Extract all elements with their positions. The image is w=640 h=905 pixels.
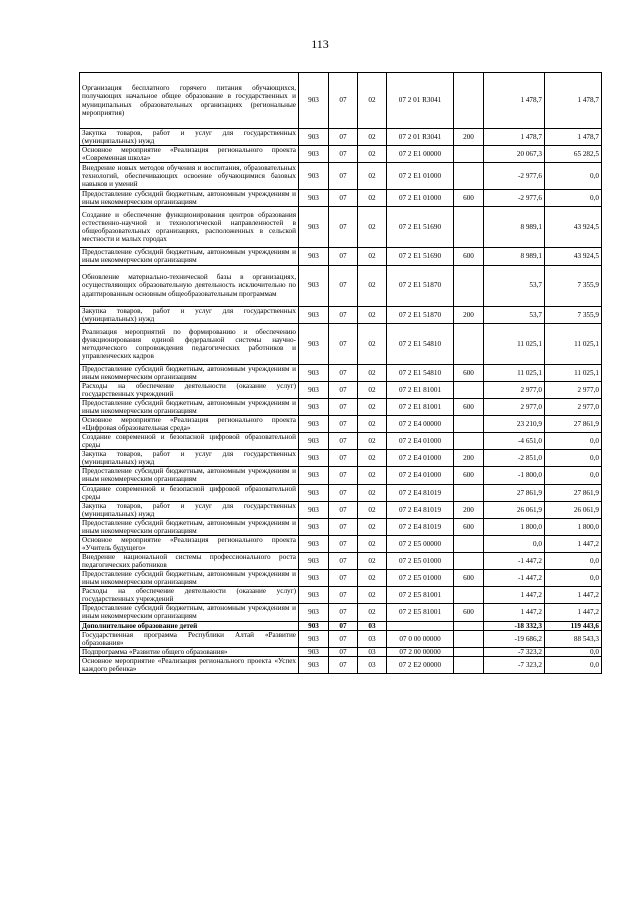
cell-name: Предоставление субсидий бюджетным, автономным учреждениям и иным некоммерческим организациям <box>80 248 299 265</box>
cell-name: Государственная программа Республики Алтай «Развитие образования» <box>80 630 299 647</box>
table-row <box>80 398 602 415</box>
cell-amount-total: 1 447,2 <box>545 535 602 552</box>
cell-section: 07 <box>329 656 358 673</box>
cell-section: 07 <box>329 647 358 656</box>
cell-admin-code: 903 <box>299 587 329 604</box>
cell-subsection: 02 <box>358 433 387 450</box>
cell-amount-change: 2 977,0 <box>484 398 545 415</box>
cell-amount-total: 11 025,1 <box>545 323 602 364</box>
table-row <box>80 570 602 587</box>
cell-name: Закупка товаров, работ и услуг для государственных (муниципальных) нужд <box>80 306 299 323</box>
cell-subsection: 02 <box>358 306 387 323</box>
page-number: 113 <box>311 37 329 51</box>
cell-subsection: 02 <box>358 604 387 621</box>
cell-admin-code: 903 <box>299 190 329 207</box>
cell-name: Создание современной и безопасной цифровой образовательной среды <box>80 433 299 450</box>
cell-subsection: 02 <box>358 398 387 415</box>
cell-amount-total: 26 061,9 <box>545 501 602 518</box>
table-row <box>80 129 602 146</box>
cell-section: 07 <box>329 73 358 129</box>
cell-section: 07 <box>329 163 358 190</box>
cell-expense-type: 600 <box>454 398 484 415</box>
cell-amount-total: 1 478,7 <box>545 129 602 146</box>
cell-section: 07 <box>329 518 358 535</box>
cell-subsection: 02 <box>358 587 387 604</box>
cell-section: 07 <box>329 630 358 647</box>
cell-target-article: 07 2 E4 01000 <box>387 450 454 467</box>
cell-admin-code: 903 <box>299 323 329 364</box>
cell-amount-total: 0,0 <box>545 450 602 467</box>
cell-section: 07 <box>329 621 358 630</box>
cell-expense-type <box>454 535 484 552</box>
table-row <box>80 553 602 570</box>
cell-amount-total: 43 924,5 <box>545 207 602 248</box>
cell-admin-code: 903 <box>299 518 329 535</box>
cell-amount-change: -4 651,0 <box>484 433 545 450</box>
cell-expense-type <box>454 484 484 501</box>
cell-section: 07 <box>329 604 358 621</box>
cell-section: 07 <box>329 248 358 265</box>
cell-amount-change: 1 478,7 <box>484 73 545 129</box>
cell-target-article: 07 2 01 R3041 <box>387 129 454 146</box>
cell-amount-total: 0,0 <box>545 570 602 587</box>
cell-section: 07 <box>329 553 358 570</box>
cell-expense-type: 200 <box>454 450 484 467</box>
cell-subsection: 02 <box>358 207 387 248</box>
table-row <box>80 656 602 673</box>
cell-expense-type <box>454 416 484 433</box>
cell-amount-change: 11 025,1 <box>484 323 545 364</box>
cell-section: 07 <box>329 207 358 248</box>
cell-name: Подпрограмма «Развитие общего образования» <box>80 647 299 656</box>
cell-expense-type: 600 <box>454 604 484 621</box>
cell-admin-code: 903 <box>299 73 329 129</box>
cell-name: Обновление материально-технической базы в организациях, осуществляющих образовательную деятельность исключительно по адаптированным основным общеобразовательным программам <box>80 265 299 306</box>
cell-amount-total: 1 800,0 <box>545 518 602 535</box>
cell-subsection: 02 <box>358 467 387 484</box>
cell-expense-type: 200 <box>454 306 484 323</box>
cell-subsection: 03 <box>358 621 387 630</box>
cell-amount-total: 1 447,2 <box>545 604 602 621</box>
table-row <box>80 73 602 129</box>
cell-name: Внедрение национальной системы профессионального роста педагогических работников <box>80 553 299 570</box>
cell-admin-code: 903 <box>299 433 329 450</box>
cell-section: 07 <box>329 501 358 518</box>
cell-section: 07 <box>329 381 358 398</box>
table-row <box>80 535 602 552</box>
table-row <box>80 306 602 323</box>
cell-admin-code: 903 <box>299 265 329 306</box>
cell-section: 07 <box>329 323 358 364</box>
cell-name: Основное мероприятие «Реализация регионального проекта «Успех каждого ребенка» <box>80 656 299 673</box>
cell-admin-code: 903 <box>299 621 329 630</box>
cell-target-article: 07 2 E1 81001 <box>387 381 454 398</box>
cell-expense-type: 200 <box>454 129 484 146</box>
table-row <box>80 621 602 630</box>
table-row <box>80 518 602 535</box>
cell-expense-type <box>454 381 484 398</box>
cell-subsection: 02 <box>358 265 387 306</box>
cell-subsection: 02 <box>358 484 387 501</box>
cell-amount-change: -18 332,3 <box>484 621 545 630</box>
cell-subsection: 02 <box>358 535 387 552</box>
cell-expense-type <box>454 265 484 306</box>
cell-amount-change: 1 478,7 <box>484 129 545 146</box>
cell-amount-change: -7 323,2 <box>484 647 545 656</box>
cell-amount-total: 11 025,1 <box>545 364 602 381</box>
cell-subsection: 02 <box>358 553 387 570</box>
cell-subsection: 02 <box>358 190 387 207</box>
cell-name: Создание и обеспечение функционирования центров образования естественно-научной и технологической направленностей в общеобразовательных организациях, расположенных в сельской местности и малых городах <box>80 207 299 248</box>
cell-admin-code: 903 <box>299 535 329 552</box>
cell-target-article: 07 2 E1 00000 <box>387 146 454 163</box>
cell-name: Основное мероприятие «Реализация регионального проекта «Цифровая образовательная среда» <box>80 416 299 433</box>
cell-target-article: 07 2 E1 54810 <box>387 364 454 381</box>
cell-section: 07 <box>329 265 358 306</box>
cell-section: 07 <box>329 450 358 467</box>
cell-amount-change: 53,7 <box>484 265 545 306</box>
cell-name: Основное мероприятие «Реализация регионального проекта «Современная школа» <box>80 146 299 163</box>
table-row <box>80 450 602 467</box>
cell-target-article: 07 2 E1 54810 <box>387 323 454 364</box>
cell-target-article: 07 2 E1 81001 <box>387 398 454 415</box>
cell-name: Дополнительное образование детей <box>80 621 299 630</box>
cell-amount-total: 43 924,5 <box>545 248 602 265</box>
cell-section: 07 <box>329 416 358 433</box>
cell-admin-code: 903 <box>299 306 329 323</box>
cell-subsection: 02 <box>358 248 387 265</box>
cell-section: 07 <box>329 467 358 484</box>
cell-amount-total: 88 543,3 <box>545 630 602 647</box>
cell-name: Предоставление субсидий бюджетным, автономным учреждениям и иным некоммерческим организациям <box>80 604 299 621</box>
cell-amount-change: 11 025,1 <box>484 364 545 381</box>
cell-target-article: 07 2 E5 81001 <box>387 604 454 621</box>
cell-subsection: 02 <box>358 163 387 190</box>
cell-amount-total: 27 861,9 <box>545 416 602 433</box>
cell-amount-total: 1 478,7 <box>545 73 602 129</box>
table-row <box>80 433 602 450</box>
cell-name: Основное мероприятие «Реализация регионального проекта «Учитель будущего» <box>80 535 299 552</box>
cell-admin-code: 903 <box>299 656 329 673</box>
cell-admin-code: 903 <box>299 604 329 621</box>
cell-amount-change: -1 447,2 <box>484 570 545 587</box>
cell-expense-type <box>454 656 484 673</box>
cell-target-article: 07 2 E5 00000 <box>387 535 454 552</box>
cell-amount-change: 20 067,3 <box>484 146 545 163</box>
cell-expense-type <box>454 630 484 647</box>
cell-name: Предоставление субсидий бюджетным, автономным учреждениям и иным некоммерческим организациям <box>80 570 299 587</box>
cell-subsection: 02 <box>358 323 387 364</box>
table-row <box>80 630 602 647</box>
table-row <box>80 381 602 398</box>
cell-subsection: 02 <box>358 570 387 587</box>
cell-target-article: 07 2 E4 81019 <box>387 484 454 501</box>
cell-target-article: 07 2 E5 01000 <box>387 570 454 587</box>
cell-amount-change: 23 210,9 <box>484 416 545 433</box>
cell-expense-type: 600 <box>454 248 484 265</box>
table-row <box>80 248 602 265</box>
cell-target-article: 07 2 00 00000 <box>387 647 454 656</box>
cell-target-article: 07 2 E1 01000 <box>387 190 454 207</box>
cell-amount-total: 0,0 <box>545 433 602 450</box>
cell-name: Внедрение новых методов обучения и воспитания, образовательных технологий, обеспечивающих освоение обучающимися базовых навыков и умений <box>80 163 299 190</box>
cell-target-article: 07 2 E4 81019 <box>387 518 454 535</box>
cell-name: Организация бесплатного горячего питания обучающихся, получающих начальное общее образование в государственных и муниципальных образовательных организациях (региональные мероприятия) <box>80 73 299 129</box>
cell-amount-total: 119 443,6 <box>545 621 602 630</box>
cell-target-article: 07 2 E2 00000 <box>387 656 454 673</box>
cell-amount-total: 7 355,9 <box>545 306 602 323</box>
cell-amount-change: 2 977,0 <box>484 381 545 398</box>
cell-expense-type: 200 <box>454 501 484 518</box>
cell-name: Расходы на обеспечение деятельности (оказание услуг) государственных учреждений <box>80 587 299 604</box>
cell-section: 07 <box>329 146 358 163</box>
cell-subsection: 03 <box>358 656 387 673</box>
cell-section: 07 <box>329 535 358 552</box>
cell-section: 07 <box>329 190 358 207</box>
cell-subsection: 02 <box>358 416 387 433</box>
cell-target-article: 07 2 E5 81001 <box>387 587 454 604</box>
cell-admin-code: 903 <box>299 381 329 398</box>
cell-amount-total: 2 977,0 <box>545 381 602 398</box>
cell-name: Предоставление субсидий бюджетным, автономным учреждениям и иным некоммерческим организациям <box>80 518 299 535</box>
cell-amount-change: 26 061,9 <box>484 501 545 518</box>
cell-admin-code: 903 <box>299 553 329 570</box>
cell-name: Расходы на обеспечение деятельности (оказание услуг) государственных учреждений <box>80 381 299 398</box>
cell-amount-change: 27 861,9 <box>484 484 545 501</box>
cell-section: 07 <box>329 484 358 501</box>
cell-expense-type <box>454 146 484 163</box>
table-row <box>80 484 602 501</box>
cell-subsection: 02 <box>358 129 387 146</box>
cell-admin-code: 903 <box>299 570 329 587</box>
cell-expense-type <box>454 73 484 129</box>
cell-name: Предоставление субсидий бюджетным, автономным учреждениям и иным некоммерческим организациям <box>80 364 299 381</box>
cell-admin-code: 903 <box>299 501 329 518</box>
cell-amount-change: 1 447,2 <box>484 604 545 621</box>
cell-expense-type <box>454 587 484 604</box>
cell-amount-change: -19 686,2 <box>484 630 545 647</box>
table-row <box>80 587 602 604</box>
cell-subsection: 02 <box>358 501 387 518</box>
cell-expense-type <box>454 621 484 630</box>
cell-section: 07 <box>329 587 358 604</box>
cell-expense-type <box>454 207 484 248</box>
cell-admin-code: 903 <box>299 364 329 381</box>
table-row <box>80 647 602 656</box>
cell-target-article: 07 2 E1 51870 <box>387 265 454 306</box>
cell-target-article: 07 2 E4 81019 <box>387 501 454 518</box>
cell-name: Закупка товаров, работ и услуг для государственных (муниципальных) нужд <box>80 450 299 467</box>
cell-name: Закупка товаров, работ и услуг для государственных (муниципальных) нужд <box>80 129 299 146</box>
cell-expense-type <box>454 647 484 656</box>
table-row <box>80 501 602 518</box>
cell-subsection: 02 <box>358 450 387 467</box>
cell-amount-total: 65 282,5 <box>545 146 602 163</box>
cell-amount-total: 0,0 <box>545 467 602 484</box>
cell-amount-change: 8 989,1 <box>484 248 545 265</box>
cell-expense-type: 600 <box>454 518 484 535</box>
table-row <box>80 146 602 163</box>
cell-name: Создание современной и безопасной цифровой образовательной среды <box>80 484 299 501</box>
cell-target-article <box>387 621 454 630</box>
cell-amount-change: -2 977,6 <box>484 190 545 207</box>
cell-admin-code: 903 <box>299 630 329 647</box>
cell-amount-change: 0,0 <box>484 535 545 552</box>
cell-section: 07 <box>329 129 358 146</box>
cell-amount-change: 1 800,0 <box>484 518 545 535</box>
cell-amount-total: 2 977,0 <box>545 398 602 415</box>
cell-amount-total: 0,0 <box>545 163 602 190</box>
cell-subsection: 03 <box>358 630 387 647</box>
cell-section: 07 <box>329 570 358 587</box>
cell-target-article: 07 2 E1 51870 <box>387 306 454 323</box>
cell-amount-total: 0,0 <box>545 647 602 656</box>
cell-expense-type: 600 <box>454 467 484 484</box>
cell-target-article: 07 2 E1 51690 <box>387 248 454 265</box>
cell-subsection: 03 <box>358 647 387 656</box>
cell-subsection: 02 <box>358 518 387 535</box>
cell-section: 07 <box>329 364 358 381</box>
cell-admin-code: 903 <box>299 647 329 656</box>
cell-expense-type: 600 <box>454 364 484 381</box>
cell-name: Предоставление субсидий бюджетным, автономным учреждениям и иным некоммерческим организациям <box>80 398 299 415</box>
cell-target-article: 07 2 01 R3041 <box>387 73 454 129</box>
cell-amount-total: 0,0 <box>545 553 602 570</box>
cell-amount-total: 0,0 <box>545 656 602 673</box>
cell-amount-change: -1 447,2 <box>484 553 545 570</box>
cell-admin-code: 903 <box>299 129 329 146</box>
cell-name: Закупка товаров, работ и услуг для государственных (муниципальных) нужд <box>80 501 299 518</box>
cell-amount-change: -2 851,0 <box>484 450 545 467</box>
table-row <box>80 416 602 433</box>
cell-expense-type: 600 <box>454 570 484 587</box>
budget-table <box>79 72 602 674</box>
cell-target-article: 07 2 E1 51690 <box>387 207 454 248</box>
cell-amount-change: 1 447,2 <box>484 587 545 604</box>
cell-name: Предоставление субсидий бюджетным, автономным учреждениям и иным некоммерческим организациям <box>80 467 299 484</box>
cell-amount-total: 27 861,9 <box>545 484 602 501</box>
cell-section: 07 <box>329 306 358 323</box>
cell-amount-change: -2 977,6 <box>484 163 545 190</box>
cell-target-article: 07 2 E4 00000 <box>387 416 454 433</box>
cell-expense-type <box>454 433 484 450</box>
cell-expense-type <box>454 553 484 570</box>
cell-subsection: 02 <box>358 146 387 163</box>
cell-admin-code: 903 <box>299 163 329 190</box>
cell-expense-type <box>454 163 484 190</box>
cell-amount-change: 53,7 <box>484 306 545 323</box>
cell-expense-type: 600 <box>454 190 484 207</box>
cell-admin-code: 903 <box>299 146 329 163</box>
cell-admin-code: 903 <box>299 416 329 433</box>
cell-target-article: 07 0 00 00000 <box>387 630 454 647</box>
table-row <box>80 163 602 190</box>
cell-amount-total: 1 447,2 <box>545 587 602 604</box>
cell-admin-code: 903 <box>299 484 329 501</box>
table-row <box>80 265 602 306</box>
budget-table-body <box>80 73 602 674</box>
cell-amount-change: 8 989,1 <box>484 207 545 248</box>
cell-target-article: 07 2 E4 01000 <box>387 467 454 484</box>
cell-admin-code: 903 <box>299 248 329 265</box>
cell-subsection: 02 <box>358 73 387 129</box>
table-row <box>80 190 602 207</box>
cell-amount-total: 0,0 <box>545 190 602 207</box>
table-row <box>80 467 602 484</box>
cell-admin-code: 903 <box>299 207 329 248</box>
cell-subsection: 02 <box>358 381 387 398</box>
table-row <box>80 364 602 381</box>
cell-target-article: 07 2 E1 01000 <box>387 163 454 190</box>
cell-target-article: 07 2 E4 01000 <box>387 433 454 450</box>
cell-name: Предоставление субсидий бюджетным, автономным учреждениям и иным некоммерческим организациям <box>80 190 299 207</box>
cell-name: Реализация мероприятий по формированию и обеспечению функционирования единой федеральной системы научно-методического сопровождения педагогических работников и управленческих кадров <box>80 323 299 364</box>
cell-target-article: 07 2 E5 01000 <box>387 553 454 570</box>
cell-admin-code: 903 <box>299 467 329 484</box>
table-row <box>80 323 602 364</box>
cell-amount-change: -7 323,2 <box>484 656 545 673</box>
table-row <box>80 207 602 248</box>
cell-section: 07 <box>329 433 358 450</box>
cell-admin-code: 903 <box>299 450 329 467</box>
table-row <box>80 604 602 621</box>
cell-amount-total: 7 355,9 <box>545 265 602 306</box>
cell-section: 07 <box>329 398 358 415</box>
cell-expense-type <box>454 323 484 364</box>
cell-admin-code: 903 <box>299 398 329 415</box>
cell-amount-change: -1 800,0 <box>484 467 545 484</box>
cell-subsection: 02 <box>358 364 387 381</box>
